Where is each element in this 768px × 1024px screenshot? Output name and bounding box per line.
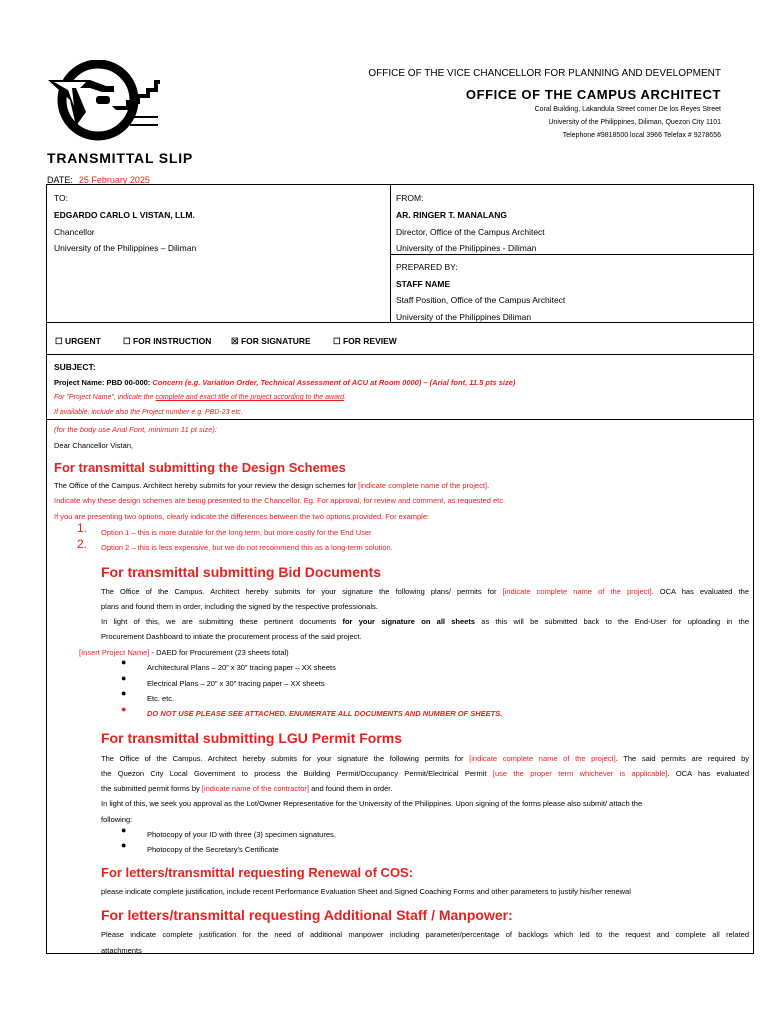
subject-note-1 (54, 394, 346, 401)
option-1-number: 1. (77, 521, 88, 535)
s3-l1-b: [indicate complete name of the project] (469, 754, 616, 763)
s3-l3-c: and found them in order. (309, 784, 393, 793)
s2-l1-c: . OCA has evaluated the (651, 587, 750, 596)
s2-line-3 (101, 617, 749, 626)
date-value: 25 February 2025 (78, 175, 150, 185)
s3-bullet-2: Photocopy of the Secretary’s Certificate (147, 845, 279, 854)
s3-l3-a: the submitted permit forms by (101, 784, 202, 793)
s3-l2-a: the Quezon City Local Government to process the Building Permit/Occupancy Permit/Electrical Permit (101, 769, 493, 778)
heading-bid-documents: For transmittal submitting Bid Documents (101, 564, 382, 580)
address-line-1: Coral Building, Lakandula Street corner De los Reyes Street (534, 106, 721, 113)
option-2-text: Option 2 – this is less expensive, but we do not recommend this as a long-term solution. (101, 543, 393, 552)
s3-line-5: following: (101, 815, 133, 824)
bullet-icon: ● (121, 688, 127, 698)
row-divider-subject (47, 354, 753, 355)
to-office: University of the Philippines – Diliman (54, 243, 197, 253)
s2-line-4: Procurement Dashboard to intiate the procurement process of the said project. (101, 632, 362, 641)
checkbox-for-signature[interactable]: ☒ FOR SIGNATURE (231, 336, 311, 346)
s1-paragraph-1 (54, 481, 489, 490)
s3-l1-c: . The said permits are required by (615, 754, 749, 763)
oca-logo-icon (46, 60, 160, 142)
s3-line-1 (101, 754, 749, 763)
office-oca-heading: OFFICE OF THE CAMPUS ARCHITECT (465, 87, 721, 102)
option-1-text: Option 1 – this is more durable for the long term, but more costly for the End User (101, 528, 372, 537)
s2-bullet-2: Electrical Plans – 20” x 30” tracing paper – XX sheets (147, 679, 325, 688)
s5-line-1: Please indicate complete justification for the need of additional manpower including parameter/percentage of backlogs which led to the request and complete all related (101, 930, 749, 939)
office-vc-heading: OFFICE OF THE VICE CHANCELLOR FOR PLANNING AND DEVELOPMENT (368, 68, 721, 79)
s2-line-2: plans and found them in order, including the signed by the respective professionals. (101, 602, 378, 611)
s3-l2-c: . OCA has evaluated (667, 769, 750, 778)
heading-lgu-permit-forms: For transmittal submitting LGU Permit Forms (101, 730, 403, 746)
subject-project-concern: Concern (e.g. Variation Order, Technical Assessment of ACU at Room 0000) – (Arial font, 11.5 pts size) (152, 378, 516, 387)
s3-line-4: In light of this, we seek you approval as the Lot/Owner Representative for the University of the Philippines. Upon signing of the forms please also submit/ attach the (101, 799, 643, 808)
s2-l1-a: The Office of the Campus. Architect hereby submits for your signature the following plans/ permits for (101, 587, 503, 596)
prepared-office: University of the Philippines Diliman (396, 312, 532, 322)
s3-l2-b: [use the proper term whichever is applicable] (492, 769, 668, 778)
option-2-number: 2. (77, 537, 88, 551)
font-note: (for the body use Arial Font, minimum 11 pt size): (54, 425, 217, 434)
row-divider-prepared (390, 254, 753, 255)
bullet-icon: ● (121, 825, 127, 835)
s1-paragraph-2: Indicate why these design schemes are being presented to the Chancellor. Eg. For approval, for review and comment, as requested etc. (54, 496, 506, 505)
subject-note-2: If available, include also the Project number e.g. PBD-23 etc. (54, 409, 243, 416)
s5-line-2: attachments (101, 946, 142, 955)
heading-renewal-cos: For letters/transmittal requesting Renewal of COS: (101, 865, 414, 880)
s3-line-3 (101, 784, 392, 793)
date-label: DATE: (47, 175, 73, 185)
transmittal-table (46, 184, 754, 954)
telephone-line: Telephone #9818500 local 3966 Telefax # 9278656 (562, 132, 721, 139)
s1-p1-c: . (487, 481, 490, 490)
s3-line-2 (101, 769, 749, 778)
to-label: TO: (54, 193, 69, 203)
subject-note-1-c: . (344, 394, 347, 401)
to-position: Chancellor (54, 227, 95, 237)
s2-bullet-1: Architectural Plans – 20” x 30” tracing paper – XX sheets (147, 663, 336, 672)
salutation: Dear Chancellor Vistan, (54, 441, 134, 450)
s2-l3-a: In light of this, we are submitting these pertinent documents (101, 617, 343, 626)
bullet-icon: ● (121, 840, 127, 850)
s3-l1-a: The Office of the Campus. Architect hereby submits for your signature the following permits for (101, 754, 470, 763)
document-title: TRANSMITTAL SLIP (47, 150, 194, 166)
address-line-2: University of the Philippines, Diliman, Quezon City 1101 (548, 119, 721, 126)
s2-line-1 (101, 587, 749, 596)
subject-project-line (54, 378, 515, 387)
row-divider-body (47, 419, 753, 420)
subject-project-prefix: Project Name: PBD 00-000: (54, 378, 153, 387)
s3-bullet-1: Photocopy of your ID with three (3) specimen signatures. (147, 830, 336, 839)
s2-l3-b: for your signature on all sheets (342, 617, 476, 626)
checkbox-for-instruction[interactable]: ☐ FOR INSTRUCTION (123, 336, 212, 346)
s1-p1-a: The Office of the Campus. Architect hereby submits for your review the design schemes for (54, 481, 359, 490)
s2-insert-a: [Insert Project Name] (79, 648, 150, 657)
bullet-icon: ● (121, 657, 127, 667)
to-name: EDGARDO CARLO L VISTAN, LLM. (54, 210, 195, 220)
from-position: Director, Office of the Campus Architect (396, 227, 545, 237)
s2-insert-line (79, 648, 289, 657)
from-label: FROM: (396, 193, 424, 203)
subject-note-1-b: complete and exact title of the project according to the award (155, 394, 345, 401)
prepared-position: Staff Position, Office of the Campus Architect (396, 295, 566, 305)
s3-l3-b: [indicate name of the contractor] (201, 784, 310, 793)
s2-bullet-3: Etc. etc. (147, 694, 175, 703)
checkbox-for-review[interactable]: ☐ FOR REVIEW (333, 336, 397, 346)
s2-insert-b: - DAED for Procurement (23 sheets total) (149, 648, 289, 657)
prepared-label: PREPARED BY: (396, 262, 458, 272)
subject-label: SUBJECT: (54, 362, 96, 372)
heading-additional-staff: For letters/transmittal requesting Additional Staff / Manpower: (101, 907, 513, 923)
s2-l1-b: [indicate complete name of the project] (502, 587, 652, 596)
from-office: University of the Philippines - Diliman (396, 243, 537, 253)
from-name: AR. RINGER T. MANALANG (396, 210, 507, 220)
bullet-icon: ● (121, 704, 127, 714)
s4-paragraph: please indicate complete justification, include recent Performance Evaluation Sheet and Signed Coaching Forms and other parameters to justify his/her renewal (101, 887, 631, 896)
s2-bullet-4: DO NOT USE PLEASE SEE ATTACHED. ENUMERATE ALL DOCUMENTS AND NUMBER OF SHEETS. (147, 709, 503, 718)
heading-design-schemes: For transmittal submitting the Design Schemes (54, 460, 346, 475)
s1-paragraph-3: If you are presenting two options, clearly indicate the differences between the two options provided. For example: (54, 512, 430, 521)
s2-l3-c: as this will be submitted back to the End-User for uploading in the (475, 617, 750, 626)
bullet-icon: ● (121, 673, 127, 683)
checkbox-urgent[interactable]: ☐ URGENT (55, 336, 101, 346)
row-divider-checkboxes (47, 322, 753, 323)
s1-p1-b: [indicate complete name of the project] (358, 481, 487, 490)
subject-note-1-a: For "Project Name", indicate the (54, 394, 156, 401)
prepared-name: STAFF NAME (396, 279, 451, 289)
